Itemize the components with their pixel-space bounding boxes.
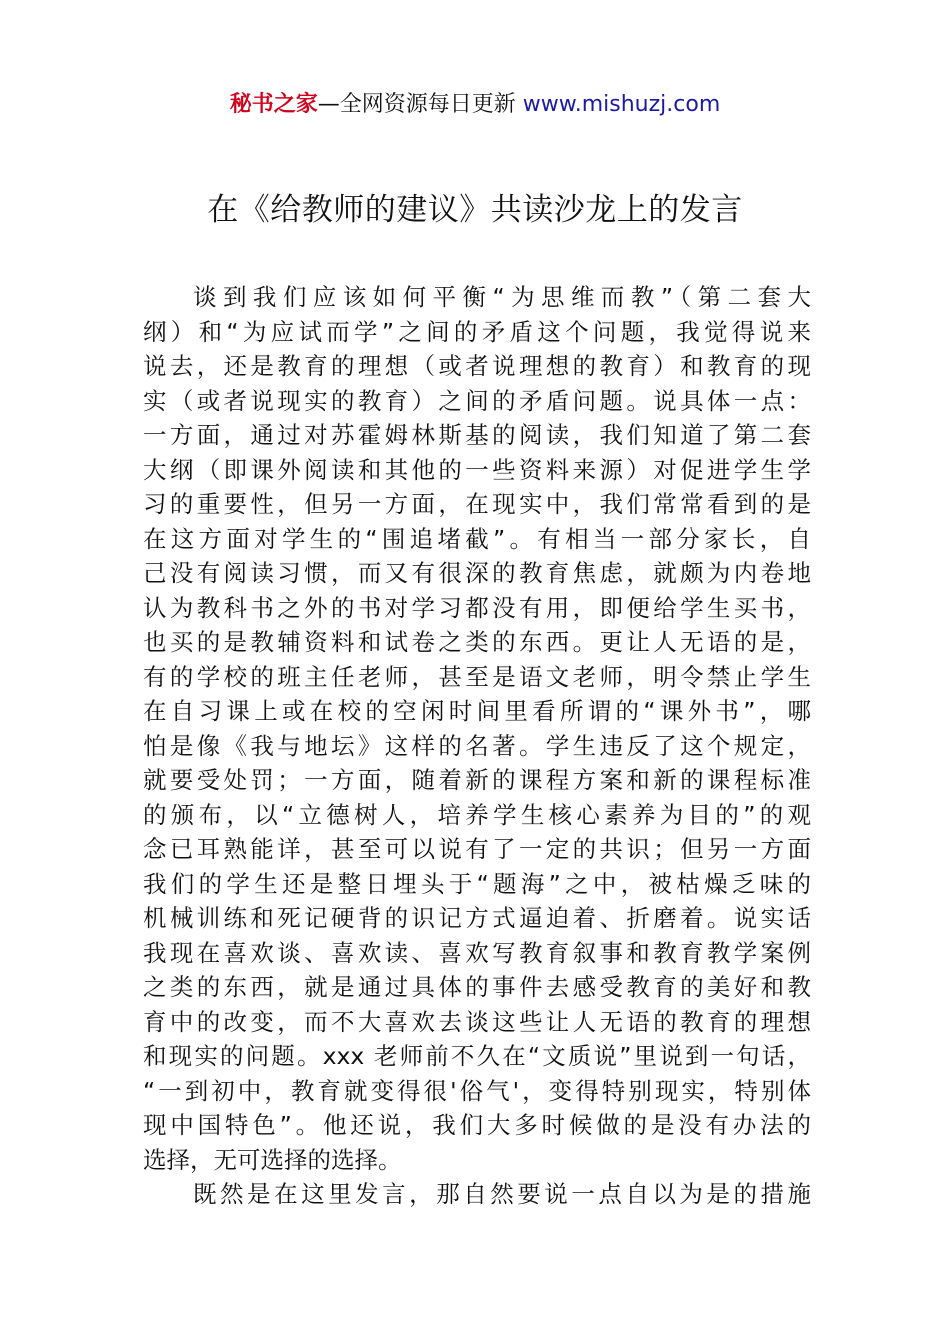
text-line: 现中国特色”。他还说，我们大多时候做的是没有办法的 xyxy=(143,1111,811,1139)
document-body xyxy=(143,280,811,1212)
text-line: 就要受处罚；一方面，随着新的课程方案和新的课程标准 xyxy=(143,766,811,794)
text-line: “一到初中，教育就变得很'俗气'，变得特别现实，特别体 xyxy=(143,1076,811,1105)
text-line: 和现实的问题。xxx 老师前不久在“文质说”里说到一句话， xyxy=(143,1042,811,1070)
text-line: 怕是像《我与地坛》这样的名著。学生违反了这个规定， xyxy=(143,731,811,760)
text-line: 一方面，通过对苏霍姆林斯基的阅读，我们知道了第二套 xyxy=(143,421,811,449)
text-line: 念已耳熟能详，甚至可以说有了一定的共识；但另一方面 xyxy=(143,835,811,863)
text-line: 我现在喜欢谈、喜欢读、喜欢写教育叙事和教育教学案例 xyxy=(143,938,811,967)
text-line: 在这方面对学生的“围追堵截”。有相当一部分家长，自 xyxy=(143,524,811,553)
text-line: 既然是在这里发言，那自然要说一点自以为是的措施 xyxy=(193,1180,811,1208)
text-line: 习的重要性，但另一方面，在现实中，我们常常看到的是 xyxy=(143,490,811,518)
text-line: 纲）和“为应试而学”之间的矛盾这个问题，我觉得说来 xyxy=(143,317,811,346)
text-line: 机械训练和死记硬背的识记方式逼迫着、折磨着。说实话 xyxy=(143,904,811,932)
text-line: 大纲（即课外阅读和其他的一些资料来源）对促进学生学 xyxy=(143,455,811,484)
text-line: 己没有阅读习惯，而又有很深的教育焦虑，就颇为内卷地 xyxy=(143,559,811,587)
text-line: 之类的东西，就是通过具体的事件去感受教育的美好和教 xyxy=(143,973,811,1001)
text-line: 实（或者说现实的教育）之间的矛盾问题。说具体一点： xyxy=(143,386,811,415)
paragraph-2 xyxy=(143,1177,811,1212)
text-line: 的颁布，以“立德树人，培养学生核心素养为目的”的观 xyxy=(143,800,811,829)
text-line: 在自习课上或在校的空闲时间里看所谓的“课外书”，哪 xyxy=(143,697,811,725)
site-url-link[interactable]: www.mishuzj.com xyxy=(522,92,721,117)
text-line: 育中的改变，而不大喜欢去谈这些让人无语的教育的理想 xyxy=(143,1007,811,1036)
text-line: 说去，还是教育的理想（或者说理想的教育）和教育的现 xyxy=(143,352,811,380)
document-title: 在《给教师的建议》共读沙龙上的发言 xyxy=(207,192,743,228)
text-line: 选择，无可选择的选择。 xyxy=(143,1145,402,1174)
text-line: 也买的是教辅资料和试卷之类的东西。更让人无语的是， xyxy=(143,628,811,656)
site-header xyxy=(0,88,950,122)
text-line: 认为教科书之外的书对学习都没有用，即便给学生买书， xyxy=(143,593,811,622)
text-line: 谈到我们应该如何平衡“为思维而教”（第二套大 xyxy=(193,283,811,311)
text-line: 有的学校的班主任老师，甚至是语文老师，明令禁止学生 xyxy=(143,662,811,691)
site-tagline: —全网资源每日更新 xyxy=(317,92,523,117)
text-line: 我们的学生还是整日埋头于“题海”之中，被枯燥乏味的 xyxy=(143,869,811,898)
paragraph-1 xyxy=(143,280,811,1177)
site-brand: 秘书之家 xyxy=(229,92,318,117)
